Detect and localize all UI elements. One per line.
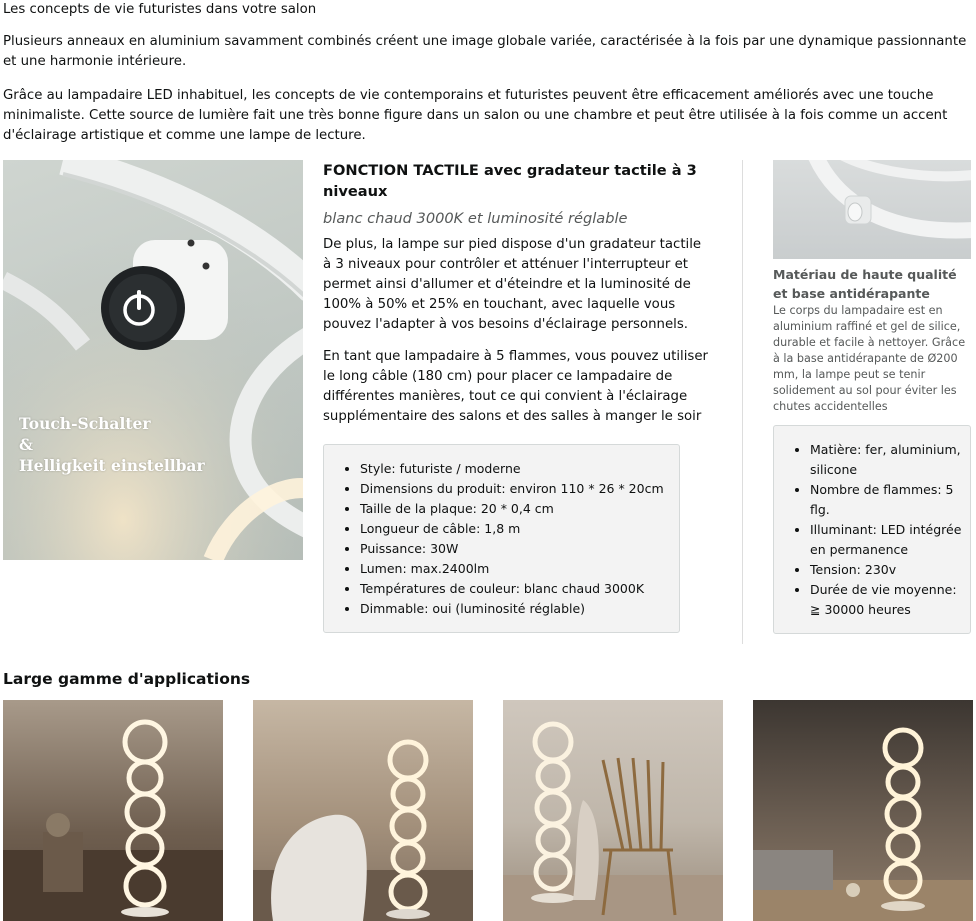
feature-paragraph-1: De plus, la lampe sur pied dispose d'un gradateur tactile à 3 niveaux pour contrôler et atténuer l'interrupteur et permet ainsi d'allumer et d'éteindre et la luminosité de 100% à 50% et 25% en touchant, avec laquelle vous pouvez l'adapter à vos besoins d'éclairage personnels. [323,237,702,332]
spec-item: • Dimensions du produit: environ 110 * 26 * 20cm [360,479,679,499]
spec-item: • Dimmable: oui (luminosité réglable) [360,599,679,619]
base-detail-illustration [773,160,971,259]
gallery-image-3 [503,700,723,921]
spec-list-2 [774,440,970,620]
gallery-image-4 [753,700,973,921]
column-divider [742,160,743,644]
gallery-image-1 [3,700,223,921]
spec-box-2 [773,425,971,634]
intro-paragraph-2: Grâce au lampadaire LED inhabituel, les concepts de vie contemporains et futuristes peuvent être efficacement améliorés avec une touche minimaliste. Cette source de lumière fait une très bonne figure dans un salon ou une chambre et peut être utilisée à la fois comme un accent d'éclairage artistique et comme une lampe de lecture. [3,88,948,143]
lamp-room-illustration [3,700,223,921]
lamp-wooden-chair-illustration [503,700,723,921]
touch-image-caption: Touch-Schalter & Helligkeit einstellbar [19,414,205,475]
spec-item: • Lumen: max.2400lm [360,559,679,579]
touch-switch-illustration [3,160,303,560]
material-description: Le corps du lampadaire est en aluminium raffiné et gel de silice, durable et facile à nettoyer. Grâce à la base antidérapante de Ø200 mm, la lampe peut se tenir solidement au sol pour éviter les chutes accidentelles [773,304,966,413]
material-title: Matériau de haute qualité et base antidérapante [773,267,957,301]
feature-subtitle: blanc chaud 3000K et luminosité réglable [323,210,628,227]
lamp-dark-room-illustration [753,700,973,921]
intro-heading: Les concepts de vie futuristes dans votre salon [3,2,317,17]
spec-item: • Taille de la plaque: 20 * 0,4 cm [360,499,679,519]
spec-item: • Puissance: 30W [360,539,679,559]
base-detail-image [773,160,971,259]
feature-paragraph-2: En tant que lampadaire à 5 flammes, vous pouvez utiliser le long câble (180 cm) pour placer ce lampadaire de différentes manières, tout ce qui convient à l'éclairage supplémentaire des salons et des salles à manger le soir [323,349,709,424]
spec-item: • Températures de couleur: blanc chaud 3000K [360,579,679,599]
intro-paragraph-1: Plusieurs anneaux en aluminium savamment combinés créent une image globale variée, caractérisée à la fois par une dynamique passionnante et une harmonie intérieure. [3,34,967,69]
intro-text [3,0,971,160]
spec-item: • Style: futuriste / moderne [360,459,679,479]
spec-list [324,459,679,619]
touch-switch-image [3,160,303,560]
spec-item: • Nombre de flammes: 5 flg. [810,480,962,520]
feature-title: FONCTION TACTILE avec gradateur tactile à 3 niveaux [323,162,697,200]
lamp-chair-illustration [253,700,473,921]
gallery-image-2 [253,700,473,921]
spec-item: • Durée de vie moyenne: ≧ 30000 heures [810,580,962,620]
spec-item: • Matière: fer, aluminium, silicone [810,440,962,480]
spec-item: • Illuminant: LED intégrée en permanence [810,520,962,560]
applications-title: Large gamme d'applications [3,670,251,688]
feature-description [323,160,713,439]
spec-box [323,444,680,633]
spec-item: • Longueur de câble: 1,8 m [360,519,679,539]
spec-item: • Tension: 230v [810,560,962,580]
